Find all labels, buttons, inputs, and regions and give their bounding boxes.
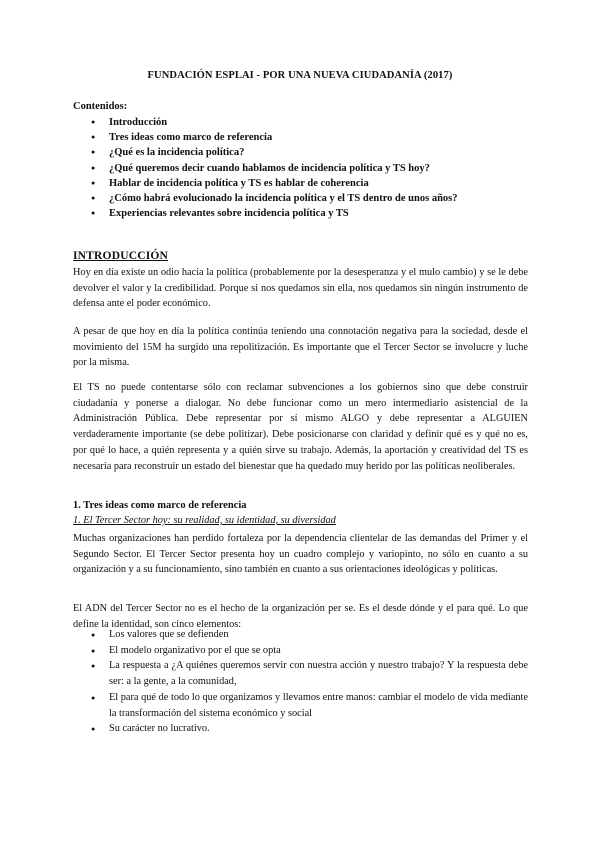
subsection-heading: 1. El Tercer Sector hoy: su realidad, su identidad, su diversidad [73,515,336,526]
intro-paragraph: Hoy en día existe un odio hacia la política (probablemente por la desesperanza y el mulo cambio) y se le debe devolver el valor y la credibilidad. Porque si nos quedamos sin ella, nos quedamos sin ningún instrumento de defensa ante el poder económico. [73,267,528,310]
contents-label: Contenidos: [73,101,128,112]
list-item: ● ¿Cómo habrá evolucionado la incidencia política y el TS dentro de unos años? [73,191,458,206]
intro-heading: INTRODUCCIÓN [73,250,169,262]
document-title: FUNDACIÓN ESPLAI - POR UNA NUEVA CIUDADANÍA (2017) [147,70,453,81]
list-item: ● ¿Qué queremos decir cuando hablamos de incidencia política y TS hoy? [73,161,458,176]
list-item: ● Hablar de incidencia política y TS es hablar de coherencia [73,176,458,191]
list-item: ● Introducción [73,115,458,130]
section-paragraph: El ADN del Tercer Sector no es el hecho de la organización per se. Es el desde dónde y el para qué. Lo que define la identidad, son cinco elementos: [73,603,528,630]
list-item: ● Su carácter no lucrativo. [73,721,528,737]
contents-list [73,115,458,221]
intro-paragraph: El TS no puede contentarse sólo con reclamar subvenciones a los gobiernos sino que debe construir ciudadanía y ponerse a dialogar. No debe funcionar como un mero intermediario asistencial de la Administración Pública. Debe representar por sí mismo ALGO y debe representar a ALGUIEN verdaderamente importante (se debe politizar). Debe posicionarse con claridad y definir qué es y qué no es, por qué lo hace, a quién representa y a quién sirve su trabajo. Además, la aportación y creatividad del TS es necesaria para reconstruir un estado del bienestar que ha quedado muy herido por las políticas neoliberales. [73,382,528,472]
intro-paragraph: A pesar de que hoy en día la política continúa teniendo una connotación negativa para la sociedad, desde el movimiento del 15M ha surgido una repolitización. Es importante que el Tercer Sector se involucre y luche por la misma. [73,326,528,369]
list-item: ● Experiencias relevantes sobre incidencia política y TS [73,206,458,221]
section-heading: 1. Tres ideas como marco de referencia [73,500,247,511]
list-item: ● ¿Qué es la incidencia política? [73,145,458,160]
list-item: ● El para qué de todo lo que organizamos y llevamos entre manos: cambiar el modelo de vida mediante la transformación del sistema económico y social [73,690,528,721]
list-item: ● La respuesta a ¿A quiénes queremos servir con nuestra acción y nuestro trabajo? Y la respuesta debe ser: a la gente, a la comunidad, [73,658,528,689]
section-paragraph: Muchas organizaciones han perdido fortaleza por la dependencia clientelar de las demandas del Primer y el Segundo Sector. El Tercer Sector presenta hoy un cuadro complejo y variopinto, no sólo en cuanto a su organización y a su funcionamiento, sino también en cuanto a sus orientaciones ideológicas y políticas. [73,533,528,576]
list-item: ● Los valores que se defienden [73,627,528,643]
list-item: ● Tres ideas como marco de referencia [73,130,458,145]
elements-list [73,627,528,737]
list-item: ● El modelo organizativo por el que se opta [73,643,528,659]
